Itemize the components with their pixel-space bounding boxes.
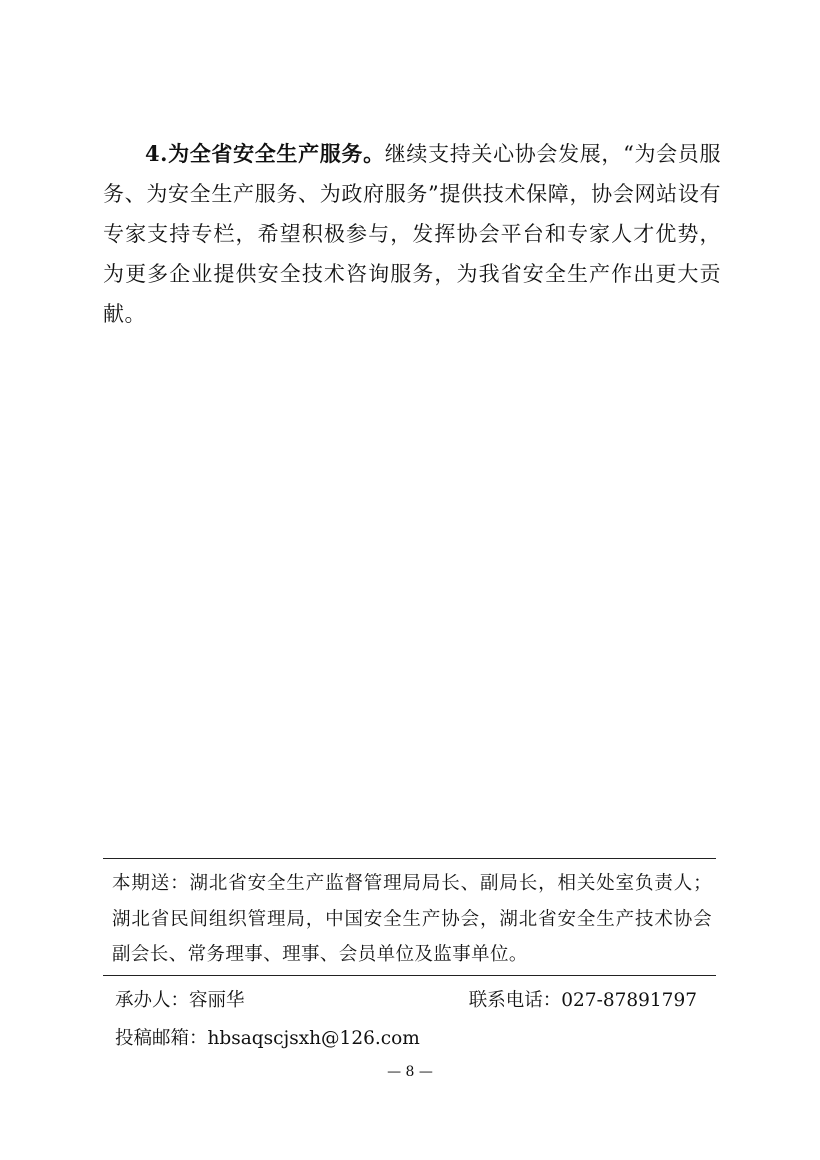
body-paragraph	[103, 134, 721, 334]
contact-phone: 联系电话：027-87891797	[468, 990, 697, 1011]
distribution-list: 本期送：湖北省安全生产监督管理局局长、副局长，相关处室负责人；湖北省民间组织管理局，中国安全生产协会，湖北省安全生产技术协会副会长、常务理事、理事、会员单位及监事单位。	[112, 873, 712, 965]
paragraph-heading: 4.为全省安全生产服务。	[145, 141, 385, 166]
submission-email: 投稿邮箱：hbsaqscjsxh@126.com	[115, 1028, 420, 1049]
footer-bottom-rule	[103, 975, 716, 976]
footer-top-rule	[103, 858, 716, 859]
email-row	[115, 1024, 705, 1054]
contact-row	[115, 986, 705, 1016]
handler-name: 承办人：容丽华	[115, 990, 245, 1011]
page-number: — 8 —	[387, 1064, 433, 1080]
paragraph-text: 继续支持关心协会发展，“为会员服务、为安全生产服务、为政府服务”提供技术保障，协会网站设有专家支持专栏，希望积极参与，发挥协会平台和专家人才优势，为更多企业提供安全技术咨询服务，为我省安全生产作出更大贡献。	[103, 142, 721, 326]
